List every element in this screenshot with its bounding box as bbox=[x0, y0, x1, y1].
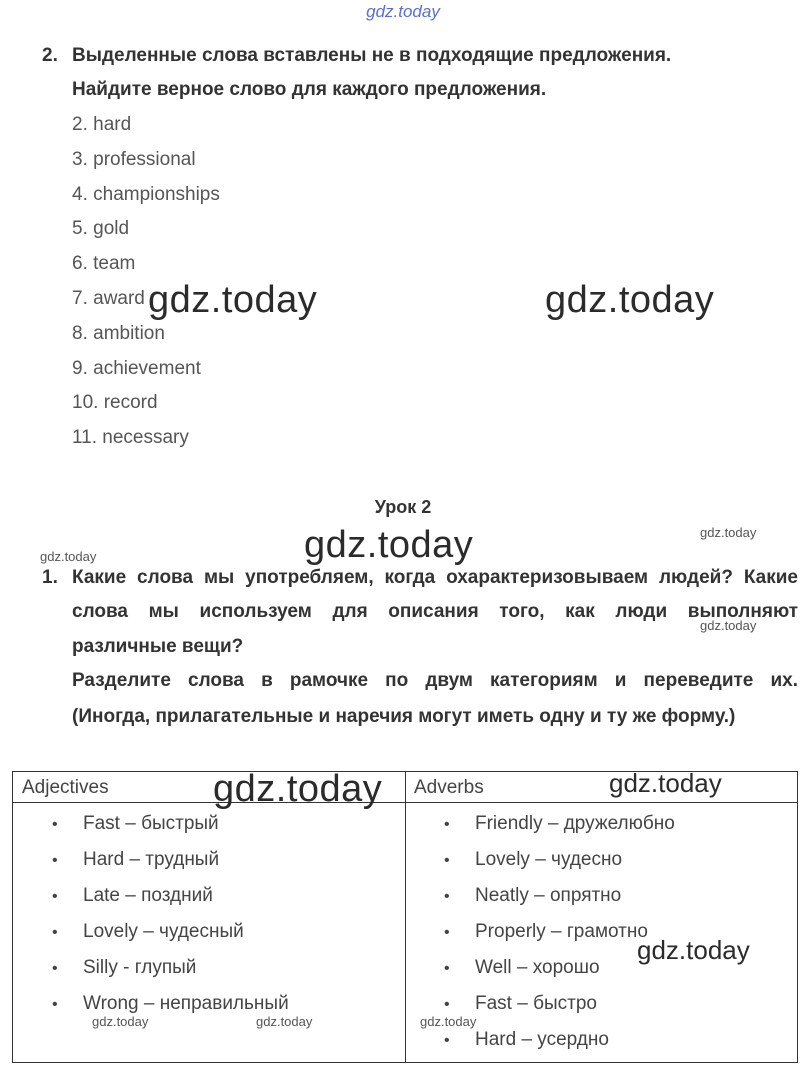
bullet-icon: • bbox=[444, 996, 450, 1013]
answer-item: 6. team bbox=[72, 253, 136, 274]
adjective-item bbox=[52, 921, 244, 943]
adjective-text: Lovely – чудесный bbox=[83, 921, 244, 942]
watermark-small: gdz.today bbox=[700, 618, 757, 633]
adverb-text: Lovely – чудесно bbox=[475, 849, 623, 870]
adjective-text: Wrong – неправильный bbox=[83, 993, 289, 1014]
answer-item: 8. ambition bbox=[72, 323, 165, 344]
adverb-item bbox=[444, 921, 648, 943]
adjective-item bbox=[52, 957, 196, 979]
question-1-line5: (Иногда, прилагательные и наречия могут иметь одну и ту же форму.) bbox=[72, 706, 736, 727]
adverb-item bbox=[444, 885, 621, 907]
adverb-text: Neatly – опрятно bbox=[475, 885, 622, 906]
bullet-icon: • bbox=[444, 852, 450, 869]
bullet-icon: • bbox=[52, 924, 58, 941]
bullet-icon: • bbox=[52, 852, 58, 869]
adjective-text: Silly - глупый bbox=[83, 957, 197, 978]
bullet-icon: • bbox=[52, 816, 58, 833]
answer-item: 5. gold bbox=[72, 218, 130, 239]
adjective-text: Hard – трудный bbox=[83, 849, 220, 870]
adjective-text: Late – поздний bbox=[83, 885, 213, 906]
adverb-item bbox=[444, 957, 600, 979]
answer-item: 9. achievement bbox=[72, 358, 201, 379]
adverb-text: Friendly – дружелюбно bbox=[475, 813, 675, 834]
bullet-icon: • bbox=[444, 816, 450, 833]
bullet-icon: • bbox=[52, 996, 58, 1013]
table-column-divider bbox=[405, 772, 406, 1062]
bullet-icon: • bbox=[444, 960, 450, 977]
watermark-medium: gdz.today bbox=[609, 768, 722, 798]
top-watermark: gdz.today bbox=[366, 2, 440, 21]
question-1-line2: слова мы используем для описания того, как люди выполняют bbox=[72, 601, 798, 622]
adjective-item bbox=[52, 885, 213, 907]
adverb-text: Properly – грамотно bbox=[475, 921, 648, 942]
bullet-icon: • bbox=[52, 960, 58, 977]
question-1-line4: Разделите слова в рамочке по двум категориям и переведите их. bbox=[72, 670, 798, 691]
answer-item: 4. championships bbox=[72, 184, 220, 205]
question-2-number: 2. bbox=[42, 45, 58, 66]
adverb-item bbox=[444, 993, 597, 1015]
watermark-small: gdz.today bbox=[256, 1014, 313, 1029]
watermark-large: gdz.today bbox=[545, 279, 715, 321]
adjective-text: Fast – быстрый bbox=[83, 813, 219, 834]
question-1-line3: различные вещи? bbox=[72, 636, 244, 657]
bullet-icon: • bbox=[52, 888, 58, 905]
adverb-text: Hard – усердно bbox=[475, 1029, 609, 1050]
watermark-medium: gdz.today bbox=[637, 935, 750, 965]
answer-item: 2. hard bbox=[72, 114, 132, 135]
adjective-item bbox=[52, 849, 219, 871]
lesson-title: Урок 2 bbox=[374, 497, 432, 517]
watermark-small: gdz.today bbox=[700, 525, 757, 540]
adjective-item bbox=[52, 813, 219, 835]
watermark-large: gdz.today bbox=[213, 768, 383, 810]
question-2-instruction-line2: Найдите верное слово для каждого предложения. bbox=[72, 79, 547, 100]
question-1-number: 1. bbox=[42, 567, 58, 588]
adverb-item bbox=[444, 813, 675, 835]
adjective-item bbox=[52, 993, 289, 1015]
question-1-line1: Какие слова мы употребляем, когда охарактеризовываем людей? Какие bbox=[72, 567, 798, 588]
adverb-text: Well – хорошо bbox=[475, 957, 600, 978]
bullet-icon: • bbox=[444, 924, 450, 941]
bullet-icon: • bbox=[444, 888, 450, 905]
table-header-divider bbox=[13, 802, 797, 803]
answer-item: 3. professional bbox=[72, 149, 196, 170]
adverb-text: Fast – быстро bbox=[475, 993, 597, 1014]
adjectives-header: Adjectives bbox=[22, 777, 109, 798]
question-2-instruction-line1: Выделенные слова вставлены не в подходящие предложения. bbox=[72, 45, 672, 66]
answer-item: 10. record bbox=[72, 392, 158, 413]
answer-item: 7. award bbox=[72, 288, 145, 309]
watermark-large: gdz.today bbox=[148, 279, 318, 321]
watermark-large: gdz.today bbox=[304, 524, 474, 566]
watermark-small: gdz.today bbox=[92, 1014, 149, 1029]
adverb-item bbox=[444, 849, 622, 871]
watermark-small: gdz.today bbox=[420, 1014, 477, 1029]
answer-item: 11. necessary bbox=[72, 427, 189, 448]
adverb-item bbox=[444, 1029, 609, 1051]
watermark-small: gdz.today bbox=[40, 549, 97, 564]
adverbs-header: Adverbs bbox=[414, 777, 484, 798]
bullet-icon: • bbox=[444, 1032, 450, 1049]
